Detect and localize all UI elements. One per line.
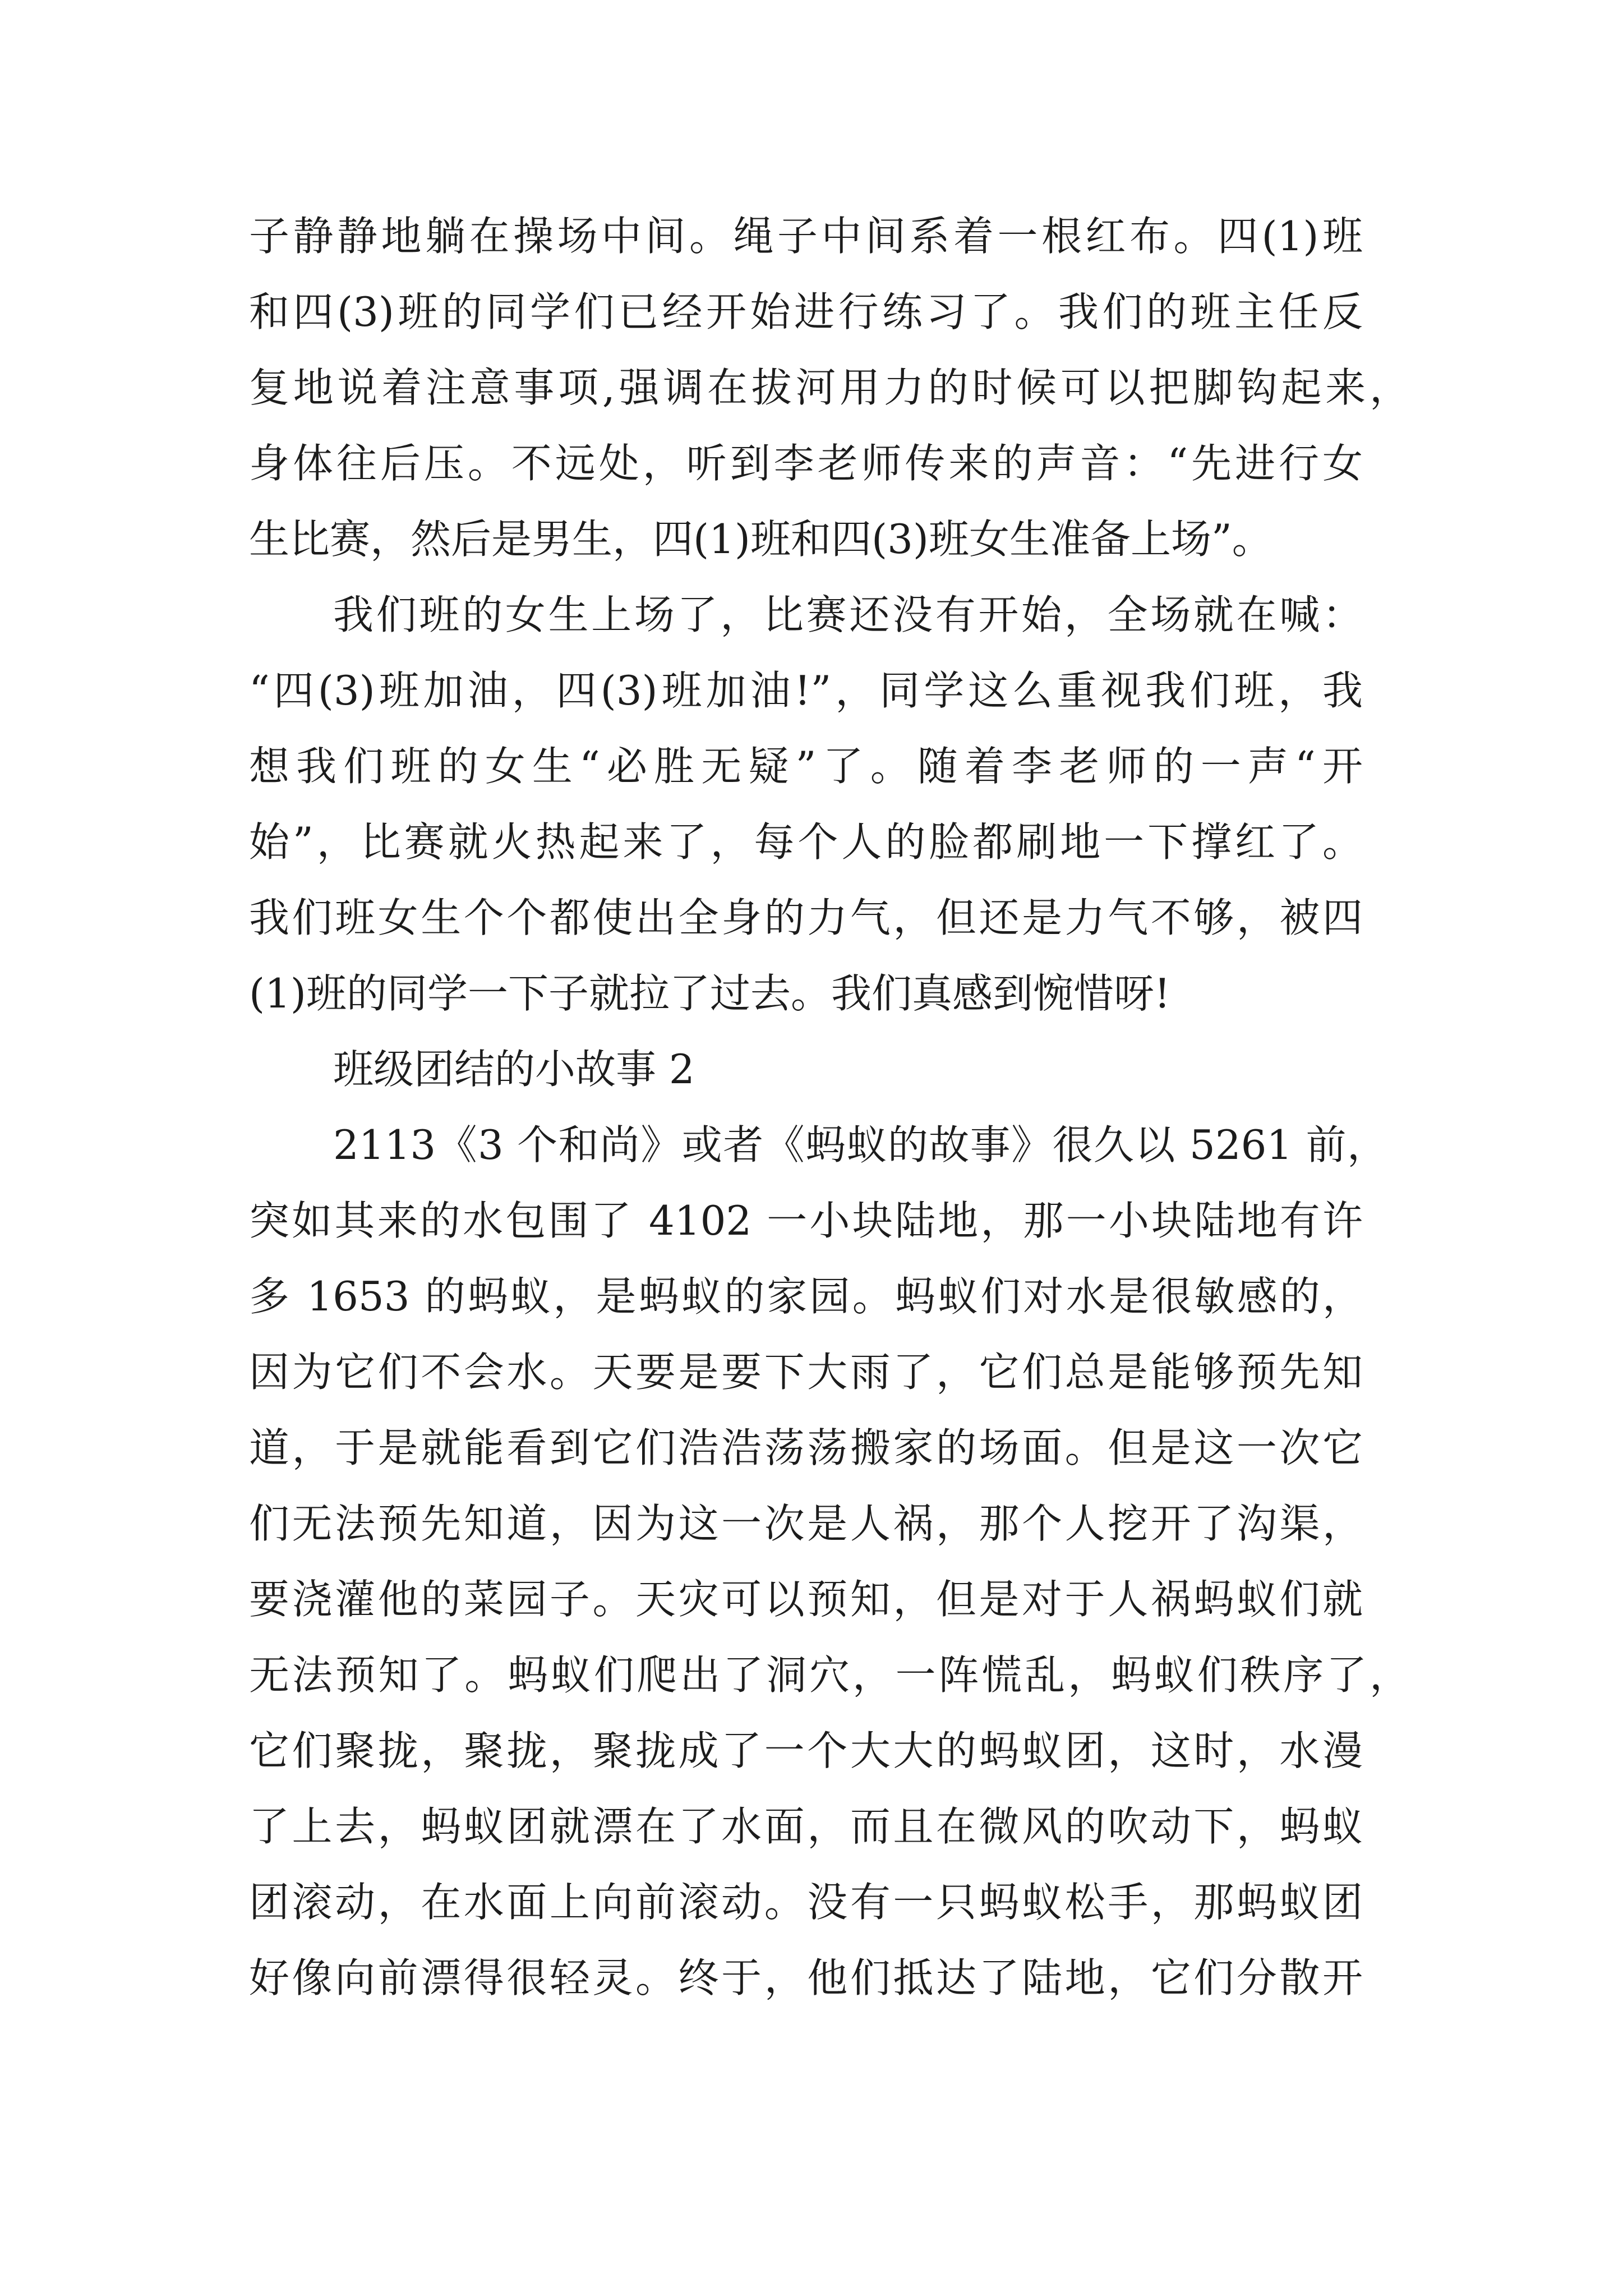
text-line: “四(3)班加油，四(3)班加油!”，同学这么重视我们班，我 — [249, 667, 1363, 714]
text-line: 想我们班的女生“必胜无疑”了。随着李老师的一声“开 — [249, 743, 1363, 790]
text-line: 它们聚拢，聚拢，聚拢成了一个大大的蚂蚁团，这时，水漫 — [249, 1727, 1363, 1774]
text-line: 突如其来的水包围了 4102 一小块陆地，那一小块陆地有许 — [249, 1197, 1363, 1244]
text-line: 2113《3 个和尚》或者《蚂蚁的故事》很久以 5261 前， — [333, 1121, 1387, 1168]
text-line: 了上去，蚂蚁团就漂在了水面，而且在微风的吹动下，蚂蚁 — [249, 1803, 1363, 1850]
text-line: 好像向前漂得很轻灵。终于，他们抵达了陆地，它们分散开 — [249, 1954, 1363, 2001]
text-line: 生比赛，然后是男生，四(1)班和四(3)班女生准备上场”。 — [249, 516, 1272, 563]
text-line: 团滚动，在水面上向前滚动。没有一只蚂蚁松手，那蚂蚁团 — [249, 1879, 1363, 1926]
text-line: 我们班的女生上场了，比赛还没有开始，全场就在喊： — [333, 591, 1363, 638]
text-line: 无法预知了。蚂蚁们爬出了洞穴，一阵慌乱，蚂蚁们秩序了， — [249, 1651, 1410, 1699]
section-heading: 班级团结的小故事 2 — [333, 1046, 695, 1093]
text-line: 们无法预先知道，因为这一次是人祸，那个人挖开了沟渠， — [249, 1500, 1363, 1547]
text-line: 子静静地躺在操场中间。绳子中间系着一根红布。四(1)班 — [249, 213, 1363, 260]
text-line: 要浇灌他的菜园子。天灾可以预知，但是对于人祸蚂蚁们就 — [249, 1576, 1363, 1623]
text-line: 我们班女生个个都使出全身的力气，但还是力气不够，被四 — [249, 894, 1363, 941]
text-line: (1)班的同学一下子就拉了过去。我们真感到惋惜呀! — [249, 970, 1170, 1017]
text-line: 多 1653 的蚂蚁，是蚂蚁的家园。蚂蚁们对水是很敏感的， — [249, 1273, 1363, 1320]
text-line: 和四(3)班的同学们已经开始进行练习了。我们的班主任反 — [249, 288, 1363, 335]
text-line: 始”，比赛就火热起来了，每个人的脸都刷地一下撑红了。 — [249, 818, 1363, 866]
text-line: 身体往后压。不远处，听到李老师传来的声音：“先进行女 — [249, 440, 1363, 487]
text-line: 复地说着注意事项,强调在拔河用力的时候可以把脚钩起来， — [249, 364, 1410, 411]
text-line: 道，于是就能看到它们浩浩荡荡搬家的场面。但是这一次它 — [249, 1424, 1363, 1471]
text-line: 因为它们不会水。天要是要下大雨了，它们总是能够预先知 — [249, 1349, 1363, 1396]
